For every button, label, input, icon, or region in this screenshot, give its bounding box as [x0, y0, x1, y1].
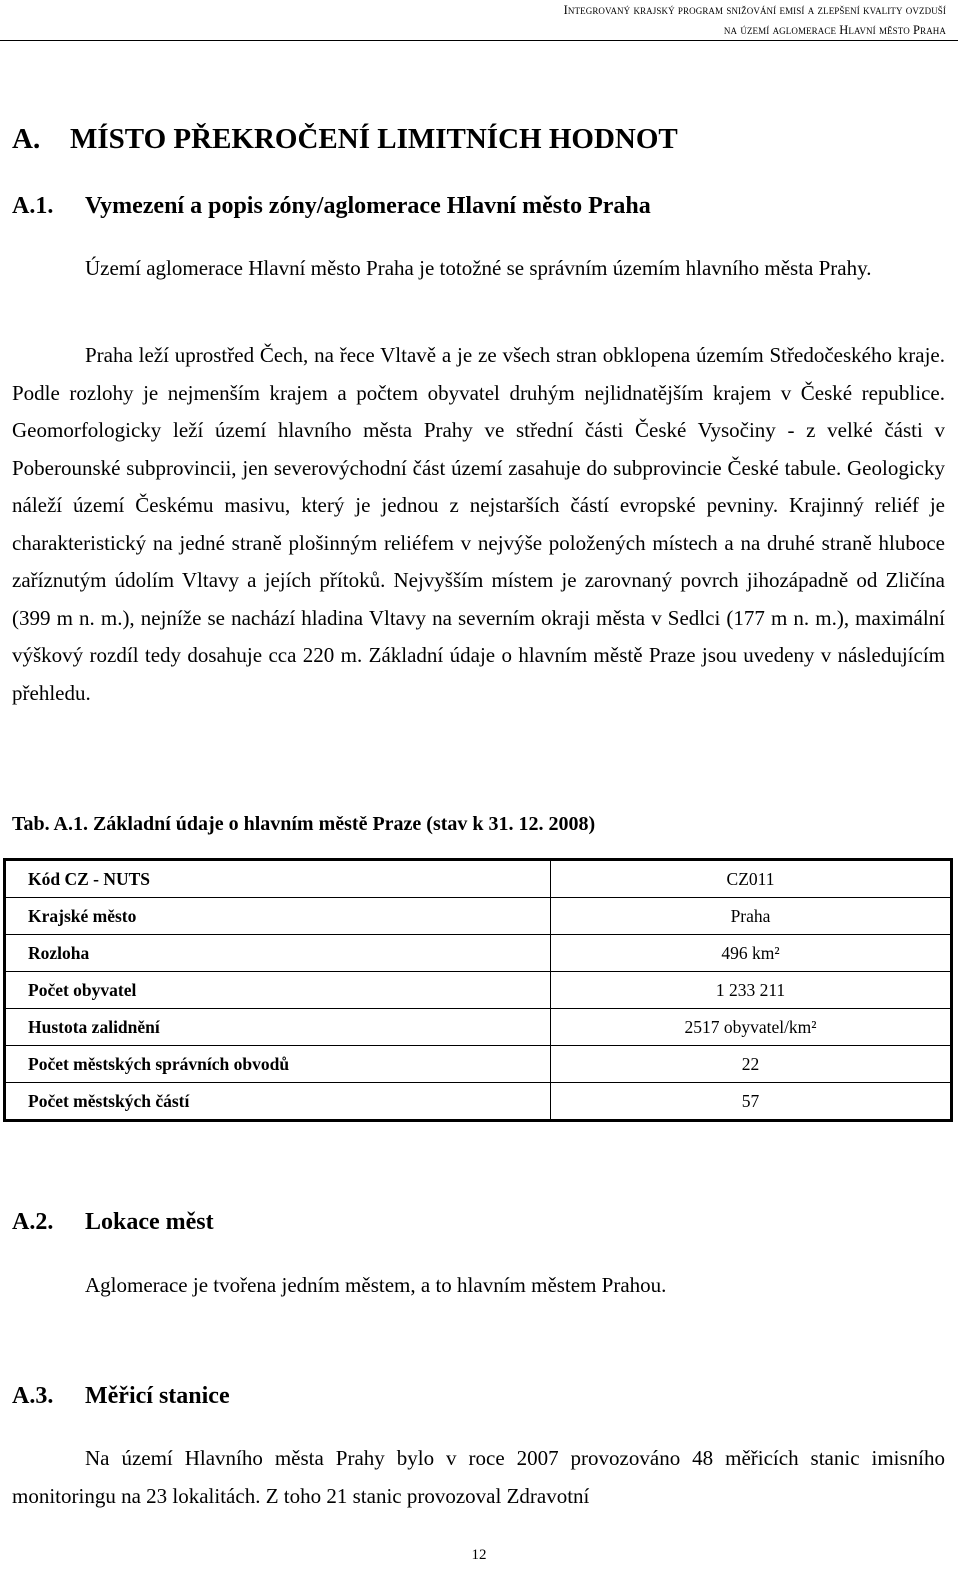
- table-row: [5, 1046, 952, 1083]
- section-a2-number: A.2.: [12, 1209, 54, 1235]
- chapter-heading: [12, 123, 678, 156]
- section-a3-number: A.3.: [12, 1383, 54, 1409]
- section-a3-title: Měřicí stanice: [85, 1383, 230, 1409]
- table-row-value: Praha: [551, 898, 952, 935]
- table-row-value: 22: [551, 1046, 952, 1083]
- table-row-label: Krajské město: [5, 898, 551, 935]
- chapter-number: A.: [12, 123, 41, 155]
- table-row-value: 2517 obyvatel/km²: [551, 1009, 952, 1046]
- table-row: [5, 1083, 952, 1121]
- running-header-line-2: na území aglomerace Hlavní město Praha: [723, 23, 946, 37]
- table-row: [5, 1009, 952, 1046]
- table-row: [5, 972, 952, 1009]
- table-row-value: CZ011: [551, 860, 952, 898]
- table-row-value: 1 233 211: [551, 972, 952, 1009]
- table-row: [5, 935, 952, 972]
- section-a2-heading: [12, 1209, 214, 1236]
- section-a1-number: A.1.: [12, 193, 54, 219]
- section-a3-heading: [12, 1383, 230, 1410]
- header-divider: [0, 40, 958, 41]
- table-row-label: Kód CZ - NUTS: [5, 860, 551, 898]
- table-row-label: Hustota zalidnění: [5, 1009, 551, 1046]
- section-a2-title: Lokace měst: [85, 1209, 214, 1235]
- table-row: [5, 898, 952, 935]
- section-a1-title: Vymezení a popis zóny/aglomerace Hlavní město Praha: [85, 193, 651, 219]
- page-number: 12: [471, 1547, 487, 1563]
- table-row: [5, 860, 952, 898]
- section-a1-paragraph-1: Území aglomerace Hlavní město Praha je totožné se správním územím hlavního města Prahy.: [85, 256, 872, 280]
- section-a2-paragraph: Aglomerace je tvořena jedním městem, a to hlavním městem Prahou.: [85, 1273, 667, 1297]
- basic-data-table: [3, 858, 953, 1122]
- running-header: [564, 0, 946, 40]
- table-caption: Tab. A.1. Základní údaje o hlavním městě Praze (stav k 31. 12. 2008): [12, 813, 596, 835]
- table-row-label: Počet městských částí: [5, 1083, 551, 1121]
- table-row-label: Počet městských správních obvodů: [5, 1046, 551, 1083]
- section-a1-paragraph-2: Praha leží uprostřed Čech, na řece Vltavě a je ze všech stran obklopena územím Středočeského kraje. Podle rozlohy je nejmenším krajem a počtem obyvatel druhým nejlidnatějším krajem v České republice. Geomorfologicky leží území hlavního města Prahy ve střední části České Vysočiny - z velké části v Poberounské subprovincii, jen severovýchodní část území zasahuje do subprovincie České tabule. Geologicky náleží území Českému masivu, který je jednou z nejstarších částí evropské pevniny. Krajinný reliéf je charakteristický na jedné straně plošinným reliéfem v nejvýše položených místech a na druhé straně hluboce zaříznutým údolím Vltavy a jejích přítoků. Nejvyšším místem je zarovnaný povrch jihozápadně od Zličína (399 m n. m.), nejníže se nachází hladina Vltavy na severním okraji města v Sedlci (177 m n. m.), maximální výškový rozdíl tedy dosahuje cca 220 m. Základní údaje o hlavním městě Praze jsou uvedeny v následujícím přehledu.: [12, 343, 945, 705]
- table-row-value: 57: [551, 1083, 952, 1121]
- table-row-label: Rozloha: [5, 935, 551, 972]
- table-row-label: Počet obyvatel: [5, 972, 551, 1009]
- section-a1-heading: [12, 193, 651, 220]
- section-a3-paragraph: Na území Hlavního města Prahy bylo v roce 2007 provozováno 48 měřicích stanic imisního monitoringu na 23 lokalitách. Z toho 21 stanic provozoval Zdravotní: [12, 1446, 945, 1508]
- table-row-value: 496 km²: [551, 935, 952, 972]
- running-header-line-1: Integrovaný krajský program snižování emisí a zlepšení kvality ovzduší: [563, 3, 946, 17]
- chapter-title: MÍSTO PŘEKROČENÍ LIMITNÍCH HODNOT: [70, 123, 678, 155]
